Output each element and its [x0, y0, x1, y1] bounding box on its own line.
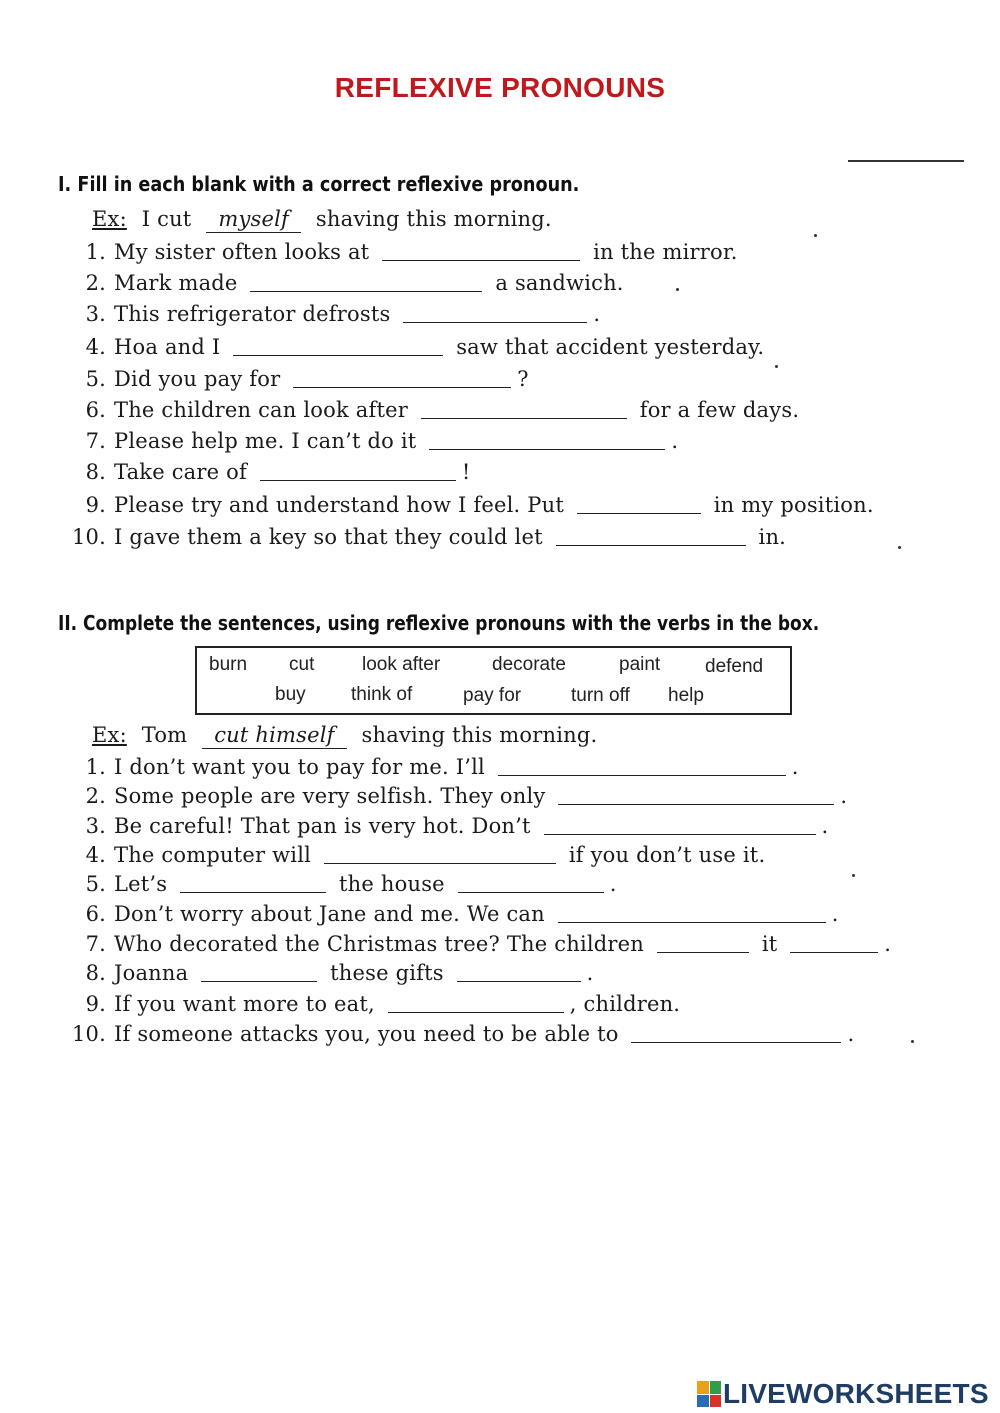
verb-cut: cut [289, 654, 315, 675]
item-number: 5. [85, 872, 106, 896]
item-text-after: . [821, 814, 829, 838]
item-text-middle: it [761, 932, 778, 956]
item-number: 1. [85, 755, 106, 779]
item-text-before: If someone attacks you, you need to be able to [114, 1022, 619, 1046]
answer-blank[interactable] [498, 755, 786, 776]
section1-heading: I. Fill in each blank with a correct reflexive pronoun. [58, 172, 580, 196]
scan-speck [898, 546, 901, 549]
verb-burn: burn [209, 654, 248, 675]
s2-item-10 [68, 1020, 854, 1047]
liveworksheets-logo [697, 1378, 989, 1410]
item-text-after: in. [758, 525, 787, 549]
item-text-before: Some people are very selfish. They only [114, 784, 546, 808]
scan-speck [852, 874, 855, 877]
item-number: 10. [72, 1022, 106, 1046]
verb-box [195, 646, 792, 715]
item-text-before: This refrigerator defrosts [114, 302, 391, 326]
item-text-after: ? [517, 367, 529, 391]
example-after: shaving this morning. [315, 207, 552, 231]
footer-brand: LIVEWORKSHEETS [723, 1378, 989, 1409]
verb-help: help [668, 685, 704, 706]
item-text-before: The computer will [114, 843, 312, 867]
example-label: Ex: [92, 207, 127, 231]
s1-item-3 [68, 300, 600, 327]
verb-look-after: look after [362, 654, 441, 675]
scan-speck [775, 365, 778, 368]
s2-item-4 [68, 841, 765, 868]
s2-item-8 [68, 959, 594, 986]
item-text-before: Take care of [114, 460, 247, 484]
item-number: 6. [85, 902, 106, 926]
item-number: 7. [85, 429, 106, 453]
answer-blank[interactable] [577, 493, 701, 514]
answer-blank[interactable] [429, 429, 665, 450]
item-text-after: . [791, 755, 799, 779]
verb-paint: paint [619, 654, 661, 675]
item-number: 6. [85, 398, 106, 422]
item-number: 9. [85, 493, 106, 517]
logo-icon [697, 1381, 721, 1407]
example-after: shaving this morning. [361, 723, 598, 747]
s2-item-1 [68, 753, 799, 780]
item-text-after: saw that accident yesterday. [456, 335, 765, 359]
verb-defend: defend [705, 656, 764, 677]
answer-blank[interactable] [544, 814, 816, 835]
item-number: 8. [85, 961, 106, 985]
item-text-after: , children. [569, 992, 681, 1016]
example-label: Ex: [92, 723, 127, 747]
s1-item-7 [68, 427, 678, 454]
verb-turn-off: turn off [571, 685, 630, 706]
item-text-before: My sister often looks at [114, 240, 370, 264]
section1-example [92, 206, 552, 233]
item-text-before: Be careful! That pan is very hot. Don’t [114, 814, 531, 838]
verb-buy: buy [275, 684, 306, 705]
s1-item-6 [68, 396, 799, 423]
item-number: 4. [85, 843, 106, 867]
item-text-after: in the mirror. [593, 240, 738, 264]
item-text-before: I gave them a key so that they could let [114, 525, 543, 549]
item-number: 3. [85, 814, 106, 838]
s1-item-9 [68, 491, 874, 518]
answer-blank[interactable] [790, 932, 878, 953]
answer-blank[interactable] [260, 460, 456, 481]
s1-item-1 [68, 238, 738, 265]
logo-square [697, 1395, 709, 1408]
item-text-middle: these gifts [330, 961, 444, 985]
item-number: 7. [85, 932, 106, 956]
answer-blank[interactable] [421, 398, 627, 419]
item-number: 2. [85, 784, 106, 808]
answer-blank[interactable] [558, 784, 834, 805]
item-text-before: Mark made [114, 271, 238, 295]
item-text-after: if you don’t use it. [568, 843, 766, 867]
logo-square [697, 1381, 709, 1394]
s2-item-3 [68, 812, 828, 839]
item-text-middle: the house [339, 872, 445, 896]
s1-item-5 [68, 365, 529, 392]
item-text-after: in my position. [713, 493, 874, 517]
item-text-after: a sandwich. [495, 271, 624, 295]
item-text-before: Please help me. I can’t do it [114, 429, 417, 453]
answer-blank[interactable] [180, 872, 326, 893]
item-number: 3. [85, 302, 106, 326]
item-text-after: . [609, 872, 617, 896]
answer-blank[interactable] [631, 1022, 841, 1043]
answer-blank[interactable] [458, 872, 604, 893]
answer-blank[interactable] [324, 843, 556, 864]
answer-blank[interactable] [657, 932, 749, 953]
answer-blank[interactable] [233, 335, 443, 356]
answer-blank[interactable] [201, 961, 317, 982]
item-text-before: Did you pay for [114, 367, 281, 391]
verb-pay-for: pay for [463, 685, 522, 706]
s2-item-2 [68, 782, 847, 809]
s1-item-10 [68, 523, 786, 550]
scan-speck [814, 234, 817, 237]
item-number: 9. [85, 992, 106, 1016]
item-text-after: . [847, 1022, 855, 1046]
verb-think-of: think of [351, 684, 413, 705]
example-answer: myself [206, 206, 301, 233]
s2-item-6 [68, 900, 839, 927]
item-number: 10. [72, 525, 106, 549]
s2-item-7 [68, 930, 891, 957]
answer-blank[interactable] [388, 992, 564, 1013]
scan-speck [911, 1040, 914, 1043]
s1-item-8 [68, 458, 471, 485]
answer-blank[interactable] [293, 367, 511, 388]
answer-blank[interactable] [558, 902, 826, 923]
logo-square [710, 1395, 722, 1408]
answer-blank[interactable] [457, 961, 581, 982]
item-number: 8. [85, 460, 106, 484]
item-text-before: Don’t worry about Jane and me. We can [114, 902, 545, 926]
item-text-before: If you want more to eat, [114, 992, 375, 1016]
item-text-before: Let’s [114, 872, 168, 896]
s1-item-2 [68, 269, 624, 296]
page-title: REFLEXIVE PRONOUNS [334, 72, 666, 103]
section2-heading: II. Complete the sentences, using reflexive pronouns with the verbs in the box. [58, 611, 820, 635]
item-text-after: . [840, 784, 848, 808]
section2-example [92, 722, 597, 749]
scan-speck [676, 288, 679, 291]
item-text-after: . [586, 961, 594, 985]
answer-blank[interactable] [556, 525, 746, 546]
verb-decorate: decorate [492, 654, 566, 675]
example-answer: cut himself [202, 722, 346, 749]
corner-rule [848, 160, 964, 162]
item-text-after: ! [461, 460, 471, 484]
item-text-before: I don’t want you to pay for me. I’ll [114, 755, 485, 779]
item-number: 2. [85, 271, 106, 295]
item-text-before: Hoa and I [114, 335, 221, 359]
item-text-after: . [884, 932, 892, 956]
item-text-before: Joanna [114, 961, 189, 985]
item-text-after: . [671, 429, 679, 453]
item-number: 5. [85, 367, 106, 391]
s2-item-9 [68, 990, 680, 1017]
s2-item-5 [68, 870, 617, 897]
item-text-after: . [831, 902, 839, 926]
item-text-after: . [593, 302, 601, 326]
example-before: Tom [141, 723, 188, 747]
item-number: 4. [85, 335, 106, 359]
item-number: 1. [85, 240, 106, 264]
s1-item-4 [68, 333, 764, 360]
item-text-before: Who decorated the Christmas tree? The children [114, 932, 645, 956]
example-before: I cut [141, 207, 192, 231]
item-text-before: The children can look after [114, 398, 408, 422]
item-text-after: for a few days. [639, 398, 800, 422]
logo-square [710, 1381, 722, 1394]
answer-blank[interactable] [382, 240, 580, 261]
answer-blank[interactable] [250, 271, 482, 292]
answer-blank[interactable] [403, 302, 587, 323]
item-text-before: Please try and understand how I feel. Put [114, 493, 564, 517]
